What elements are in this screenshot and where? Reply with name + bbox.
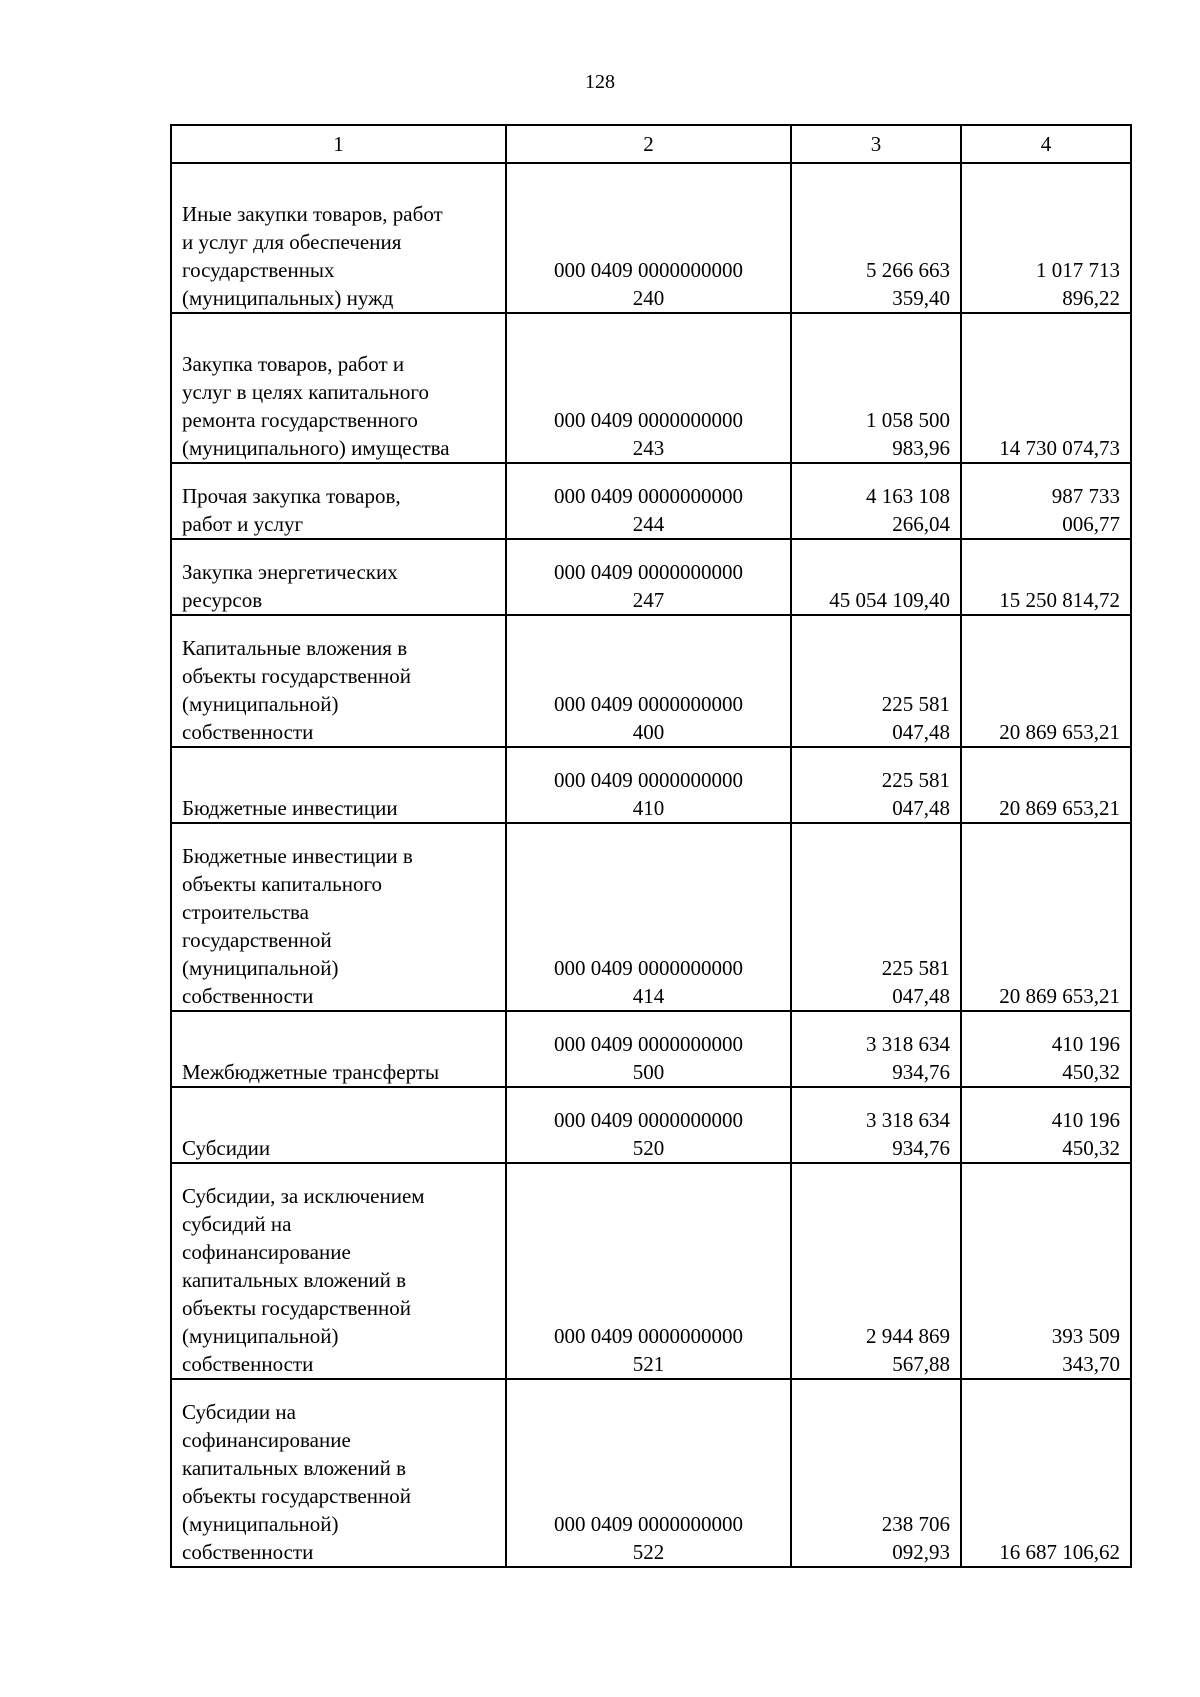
row-code: 000 0409 0000000000 520 [554, 1108, 743, 1160]
row-value-col4: 16 687 106,62 [999, 1540, 1120, 1564]
row-name-cell [171, 747, 506, 823]
page-number: 128 [585, 71, 615, 93]
row-value-col4-cell [961, 313, 1131, 463]
row-value-col3-cell [791, 1087, 961, 1163]
header-col-2: 2 [506, 125, 791, 163]
row-value-col4: 20 869 653,21 [999, 984, 1120, 1008]
row-name: Субсидии, за исключением субсидий на софинансирование капитальных вложений в объекты государственной (муниципальной) собственности [182, 1184, 425, 1376]
row-value-col3: 1 058 500 983,96 [866, 408, 950, 460]
row-value-col4: 20 869 653,21 [999, 720, 1120, 744]
row-code-cell [506, 1087, 791, 1163]
row-name-cell [171, 539, 506, 615]
table-row [171, 615, 1131, 747]
table-row [171, 313, 1131, 463]
row-code-cell [506, 163, 791, 313]
row-value-col4: 20 869 653,21 [999, 796, 1120, 820]
row-code-cell [506, 313, 791, 463]
row-value-col3-cell [791, 313, 961, 463]
row-code: 000 0409 0000000000 500 [554, 1032, 743, 1084]
row-value-col3-cell [791, 747, 961, 823]
row-code-cell [506, 823, 791, 1011]
row-name: Межбюджетные трансферты [182, 1060, 440, 1084]
row-code: 000 0409 0000000000 522 [554, 1512, 743, 1564]
row-name-cell [171, 1379, 506, 1567]
row-code-cell [506, 1163, 791, 1379]
row-value-col3: 238 706 092,93 [881, 1512, 950, 1564]
row-value-col4-cell [961, 615, 1131, 747]
row-name: Закупка товаров, работ и услуг в целях капитального ремонта государственного (муниципального) имущества [182, 352, 450, 460]
row-value-col4: 14 730 074,73 [999, 436, 1120, 460]
table-row [171, 747, 1131, 823]
row-value-col3-cell [791, 1011, 961, 1087]
row-code-cell [506, 1011, 791, 1087]
row-code: 000 0409 0000000000 243 [554, 408, 743, 460]
row-value-col3: 4 163 108 266,04 [866, 484, 950, 536]
row-value-col4: 410 196 450,32 [1051, 1108, 1120, 1160]
header-col-3: 3 [791, 125, 961, 163]
row-value-col4: 393 509 343,70 [1051, 1324, 1120, 1376]
row-value-col3-cell [791, 1379, 961, 1567]
row-value-col3: 3 318 634 934,76 [866, 1108, 950, 1160]
row-name: Капитальные вложения в объекты государственной (муниципальной) собственности [182, 636, 411, 744]
row-value-col4-cell [961, 163, 1131, 313]
row-value-col3: 5 266 663 359,40 [866, 258, 950, 310]
table-row [171, 463, 1131, 539]
row-name-cell [171, 163, 506, 313]
row-code-cell [506, 747, 791, 823]
row-code: 000 0409 0000000000 247 [554, 560, 743, 612]
row-value-col4-cell [961, 463, 1131, 539]
row-code: 000 0409 0000000000 414 [554, 956, 743, 1008]
row-value-col3-cell [791, 823, 961, 1011]
table-row [171, 823, 1131, 1011]
row-name-cell [171, 823, 506, 1011]
row-value-col3-cell [791, 163, 961, 313]
row-value-col4-cell [961, 823, 1131, 1011]
row-name-cell [171, 1011, 506, 1087]
row-name-cell [171, 313, 506, 463]
row-code-cell [506, 463, 791, 539]
row-value-col3-cell [791, 1163, 961, 1379]
row-value-col4-cell [961, 1011, 1131, 1087]
row-value-col3: 225 581 047,48 [881, 956, 950, 1008]
row-name-cell [171, 615, 506, 747]
row-name: Субсидии на софинансирование капитальных вложений в объекты государственной (муниципальной) собственности [182, 1400, 411, 1564]
row-value-col4-cell [961, 1163, 1131, 1379]
row-value-col4-cell [961, 1087, 1131, 1163]
budget-table [170, 124, 1132, 1568]
row-value-col3-cell [791, 463, 961, 539]
table-row [171, 163, 1131, 313]
row-name-cell [171, 1163, 506, 1379]
table-row [171, 1087, 1131, 1163]
row-code: 000 0409 0000000000 244 [554, 484, 743, 536]
row-code-cell [506, 615, 791, 747]
row-name: Бюджетные инвестиции в объекты капитального строительства государственной (муниципальной) собственности [182, 844, 413, 1008]
row-value-col3: 225 581 047,48 [881, 768, 950, 820]
row-code: 000 0409 0000000000 240 [554, 258, 743, 310]
table-row [171, 1163, 1131, 1379]
table-row [171, 1379, 1131, 1567]
row-value-col4-cell [961, 1379, 1131, 1567]
row-name: Иные закупки товаров, работ и услуг для обеспечения государственных (муниципальных) нужд [182, 202, 443, 310]
row-value-col3-cell [791, 539, 961, 615]
row-code-cell [506, 539, 791, 615]
row-value-col3: 45 054 109,40 [829, 588, 950, 612]
row-value-col4-cell [961, 747, 1131, 823]
row-value-col3-cell [791, 615, 961, 747]
table-body [171, 163, 1131, 1567]
table-row [171, 1011, 1131, 1087]
row-value-col3: 225 581 047,48 [881, 692, 950, 744]
row-value-col4: 1 017 713 896,22 [1036, 258, 1120, 310]
row-value-col3: 3 318 634 934,76 [866, 1032, 950, 1084]
header-col-1: 1 [171, 125, 506, 163]
table-row [171, 539, 1131, 615]
row-name-cell [171, 1087, 506, 1163]
row-value-col3: 2 944 869 567,88 [866, 1324, 950, 1376]
header-col-4: 4 [961, 125, 1131, 163]
row-code: 000 0409 0000000000 521 [554, 1324, 743, 1376]
row-name: Субсидии [182, 1136, 271, 1160]
row-value-col4: 987 733 006,77 [1051, 484, 1120, 536]
row-value-col4: 410 196 450,32 [1051, 1032, 1120, 1084]
row-name-cell [171, 463, 506, 539]
row-name: Бюджетные инвестиции [182, 796, 398, 820]
row-name: Закупка энергетических ресурсов [182, 560, 398, 612]
row-code: 000 0409 0000000000 400 [554, 692, 743, 744]
row-code: 000 0409 0000000000 410 [554, 768, 743, 820]
header-row [171, 125, 1131, 163]
row-name: Прочая закупка товаров, работ и услуг [182, 484, 401, 536]
row-code-cell [506, 1379, 791, 1567]
row-value-col4-cell [961, 539, 1131, 615]
row-value-col4: 15 250 814,72 [999, 588, 1120, 612]
